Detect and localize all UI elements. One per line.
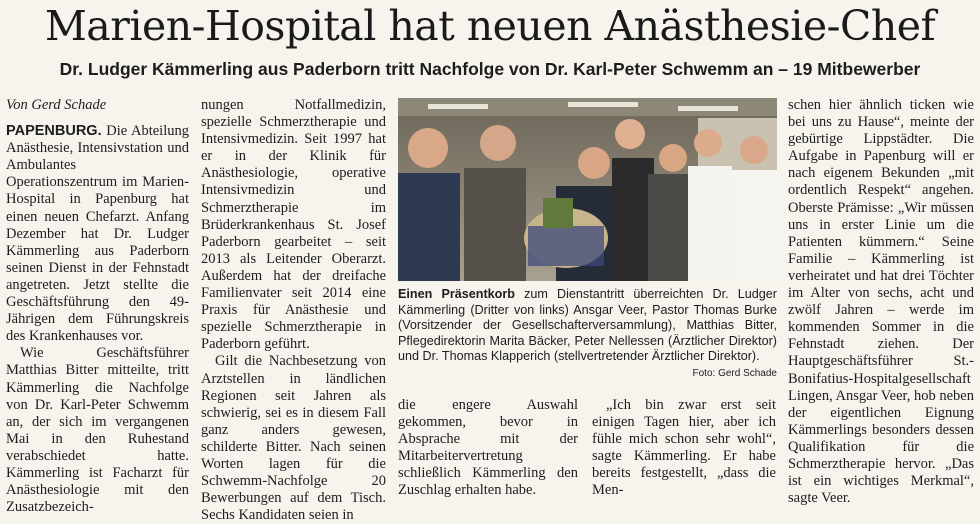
byline: Von Gerd Schade bbox=[6, 97, 107, 113]
text-column-3 bbox=[398, 397, 578, 499]
paragraph: Wie Geschäftsführer Matthias Bitter mitteilte, tritt Kämmerling die Nachfolge von Dr. Karl-Peter Schwemm an, der sich im vergangenen Mai in den Ruhestand verabschiedet hatte. Kämmerling ist Facharzt für Anästhesiologie mit den Zusatzbezeich- bbox=[6, 345, 189, 516]
caption-text: zum Dienstantritt überreichten Dr. Ludger Kämmerling (Dritter von links) Ansgar Veer, Pastor Thomas Burke (Vorsitzender der Gesellschafterversammlung), Matthias Bitter, Pflegedirektorin Marita Bäcker, Peter Nellessen (Ärztlicher Direktor) und Dr. Thomas Klapperich (stellvertretender Ärztlicher Direktor). bbox=[398, 287, 778, 364]
photo-credit: Foto: Gerd Schade bbox=[692, 368, 777, 379]
paragraph: „Ich bin zwar erst seit einigen Tagen hier, aber ich fühle mich schon sehr wohl“, sagte Kämmerling. Er habe bereits festgestellt, „dass die Men- bbox=[592, 397, 776, 499]
text-column-1 bbox=[6, 97, 189, 516]
headline: Marien-Hospital hat neuen Anästhesie-Chef bbox=[44, 2, 936, 50]
caption-lead: Einen Präsentkorb bbox=[398, 287, 515, 301]
paragraph: schen hier ähnlich ticken wie bei uns zu Hause“, meinte der gebürtige Lippstädter. Die Aufgabe in Papenburg will er nach eigenem Bekunden „mit ordentlich Respekt“ angehen. Oberste Prämisse: „Wir müssen uns in erster Linie um die Patienten kümmern.“ Seine Familie – Kämmerling ist verheiratet und hat drei Töchter im Alter von sechs, acht und zwölf Jahren – werde im kommenden Sommer in die Fehnstadt ziehen. Der Hauptgeschäftsführer St.-Bonifatius-Hospitalgesellschaft Lingen, Ansgar Veer, hob neben der eigentlichen Eignung Kämmerlings besonders dessen Qualifikation für die Schmerztherapie hervor. „Das ist ein wichtiges Merkmal“, sagte Veer. bbox=[788, 97, 974, 507]
paragraph-text: Die Abteilung Anästhesie, Intensivstation und Ambulantes Operationszentrum im Marien-Hospital in Papenburg hat einen neuen Chefarzt. Anfang Dezember hat Dr. Ludger Kämmerling aus Paderborn seinen Dienst in der Fehnstadt angetreten. Jetzt stellte die Geschäftsführung den 49-Jährigen dem Führungskreis des Krankenhauses vor. bbox=[6, 123, 189, 345]
text-column-4 bbox=[592, 397, 776, 499]
text-column-5 bbox=[788, 97, 974, 507]
photo-caption bbox=[398, 287, 777, 365]
dateline: PAPENBURG. bbox=[6, 123, 102, 140]
photo-group-illustration bbox=[398, 98, 777, 281]
paragraph bbox=[6, 123, 189, 345]
subheadline: Dr. Ludger Kämmerling aus Paderborn tritt Nachfolge von Dr. Karl-Peter Schwemm an – 19 Mitbewerber bbox=[59, 59, 921, 79]
text-column-2 bbox=[201, 97, 386, 524]
paragraph: Gilt die Nachbesetzung von Arztstellen in ländlichen Regionen seit Jahren als schwierig, sei es in diesem Fall ganz anders gewesen, schilderte Bitter. Nach seinen Worten lagen für die Schwemm-Nachfolge 20 Bewerbungen auf dem Tisch. Sechs Kandidaten seien in bbox=[201, 353, 386, 524]
paragraph: nungen Notfallmedizin, spezielle Schmerztherapie und Intensivmedizin. Seit 1997 hat er in der Klinik für Anästhesiologie, operative Intensivmedizin und Schmerztherapie im Brüderkrankenhaus St. Josef Paderborn gearbeitet – seit 2013 als Leitender Oberarzt. Außerdem hat der dreifache Familienvater seit 2014 eine Praxis für Anästhesie und spezielle Schmerztherapie in Paderborn geführt. bbox=[201, 97, 386, 353]
paragraph: die engere Auswahl gekommen, bevor in Absprache mit der Mitarbeitervertretung schließlich Kämmerling den Zuschlag erhalten habe. bbox=[398, 397, 578, 499]
article-photo bbox=[398, 98, 777, 281]
